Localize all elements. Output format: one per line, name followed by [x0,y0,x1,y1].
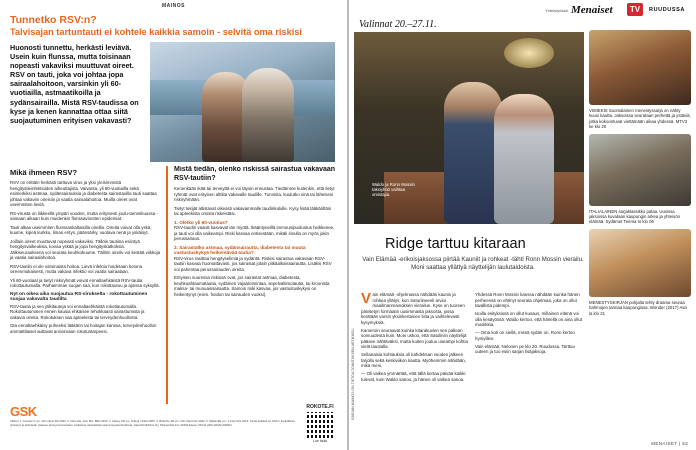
paragraph: Tietyt tekijät altistavat oikeasti vakavammalle taudinkululle. Kysy lisää lääkäriltäsi tai apteekista omista riskeistäsi. [174,205,331,216]
tv-badge-icon: TV [627,3,643,16]
valinnat-date: Valinnat 20.–27.11. [359,19,437,30]
yhteistyossa-label: Yhteistyössä [545,8,568,13]
drop-cap: V [361,292,372,307]
person-shape [242,68,294,162]
right-page [349,0,696,450]
paragraph: RSV on erittäin herkästi tarttuva virus ja yksi yleisimmistä hengitystieinfektioiden aiheuttajista. Vaivanta, yli 60-vuotiailla sekä esimerkiksi astmaa, sydänsairauksia ja diabetesta sairastavilla tauti saattaa johtaa vakaviin oireisiin ja vaatia sairaalahoitoa. Muilla oireet ovat useimmiten lieviä. [10,180,157,207]
subheading: Nyt on oikea aika suojautua RS-virukselta - rokottautuminen suojaa vakavalta taudilta [10,291,148,302]
sidebar-photo-3 [589,229,691,297]
paragraph: Sellanaisia kohtauksia oli kahdeksan vuoden jälkeen tarjolla sekä keskiviikon kautta. Myöhemmin nähdään, mikä meni. [361,352,466,368]
sidebar-photo-1 [589,30,691,105]
paragraph: Yli 60-vuotiaat ja tietyt riskiryhmät voivat ennaltaehkäistä RSV-tautia rokottautumalla. Parhaimman suojan saa, kun rokottautuu ja ajoissa syksyllä. [10,277,160,288]
sidebar-text-1: VIIMEKSI Suomalainen menestyssarja on nähty kuusi kautta. Jaksoissa seurataan perhettä ja ystäviä, jotka kokoontuvat viettämään aikaa yhdessä. MTV3 ke klo 20 [589,108,691,130]
menaiset-logo: Menaiset [571,4,613,16]
qr-code-icon[interactable] [307,412,333,438]
paragraph: RS-virusta on liikkeellä ympäri vuoden, mutta erityisesti joulu-tammikuussa - samaan aikaan kuin muidenkin flunssavirusten epidemiat. [10,210,158,221]
feature-photo [354,32,584,224]
paragraph: Isoilla esityksissä on ollut kuvaus, millainen elämä voi olla kesäyössä. Waldo kertoo, että hänellä on aina ollut musiikkia. [475,311,582,327]
rokote-qr-block[interactable] [300,404,340,443]
paragraph: — Oma koti on siellä, missä sydän on, Ronn kertoo hymyillen. [475,330,575,341]
paragraph: RSV-virus rasittaa hengityselimiä ja sydäntä. Riskisi sairastua vakavaan RSV-tautiin kasvaa huomattavasti, jos sairastat jotain pitkäaikaissairautta. Lisäksi RSV voi pahentaa perussairauden oireita. [174,255,332,272]
person-shape [494,94,554,224]
ruudussa-label: RUUDUSSA [649,7,685,13]
rokote-label: ROKOTE.FI [306,404,334,410]
photo-caption: Waldo ja Ronn Mossin taksiyhtiö vaihtaa omistajia. [372,182,415,198]
paragraph: — Oli vaikea ymmärtää, että tällä kertaa päivää kaikki tulevat, kuin Waldo sanoo, ja hänen oli vaikea sanoa. [361,371,466,382]
lue-lisaa-label: Lue lisää [312,439,327,443]
tv-picks-sidebar [589,20,691,430]
gsk-logo: GSK [10,404,37,419]
risk-box-title: Mistä tiedän, olenko riskissä sairastua vakavaan RSV-tautiin? [174,166,336,182]
paragraph: Tauti alkaa useimmiten flunssankaltaisilla oireilla. Oireita voivat olla yskä, kuume, kipeä kurkku, liman eritys, päänsärky, vuotava nenä ja yskäisyt. [10,224,152,235]
paragraph: RSV-taudin vaarat kasvavat iän myötä. Ikääntyneillä immuunipuolustus heikkenee, ja tauti voi olla vaikeampi. Riski kasvaa entisestään, mikäli sinulla on myös jokin perussairaus. [174,225,335,241]
couple-photo [150,42,335,162]
ad-title [10,14,340,38]
risk-box [166,166,336,404]
paragraph: Joillain oireet muuttuvat nopeasti vakaviksi. Tällöin tautiina esiintyä hengitysvaikeuksia, kovaa yskää ja jopa hengityskatkoksia. Jälkiseurauksena voi seurata keuhkokuume. Tällöin oireilu voi kestää viikkoja ja vaatia sairaalahoitoa. [10,238,160,260]
ad-title-line2: Talvisajan tartuntauti ei kohtele kaikkia samoin - selvitä oma riskisi [10,27,302,37]
ad-column-1 [10,168,160,398]
sidebar-photo-2 [589,134,691,206]
question-1: 1. Oletko yli 60-vuotias? [174,219,228,225]
paragraph: Vain elämää, Nelonen pe klo 20. Ruudussa. Tarttuu uuteen ja tuo esiin sarjan lisäjaksoja. [475,343,575,354]
fine-print: Viitteet: 1. Korsten K ym. Clin Infect Dis 2022. 2. Nam HH, Ison MG. BMJ 2019. 3. Falsey AR ym. N Engl J Med 2005. 4. Branche AR ym. Clin Infect Dis 2022. 5. Walsh EE ym. J Infect Dis 2013. Tämä artikkeli on GSK:n kaupallinen yhteistyö ja tarkoitettu yleiseen terveysneuvontaan. Lisätietoa rokotuksista saat terveydenhuollosta. GlaxoSmithKline Oy, Piispansilta 9 A, 02230 Espoo. PM-FI-ARX-ADVR-230001 [10,419,296,427]
lamp-shape [504,38,554,68]
ad-lead: Huonosti tunnettu, herkästi leviävä. Usein kuin flunssa, mutta toisinaan nopeasti vakaviksi muuttuvat oireet. RSV on tauti, joka voi johtaa jopa sairaalahoitoon, varsinkin yli 60-vuotiailla, astmaatikoilla ja sydänsairailla. Mistä RSV-taudissa on kyse ja kenen kannattaa ottaa siitä suojautuminen erityisen vakavasti? [10,43,139,125]
sidebar-text-2: ITALIALAINEN sarjaklassikko palaa. Uusissa jaksoissa kuvataan kaupungin arkea ja yhteisön elämää. Sydämet Teema to klo 06 [589,208,681,225]
vertical-side-text [351,300,357,420]
article-column-1 [361,292,469,430]
mainos-label: MAINOS [162,3,185,9]
paragraph: Yhdessä Ronn Mossin kanssa nähdään kuinka hänen perheensä on ehtinyt seurata ohjelmaa, joka on ollut tavallista pidempi. [475,292,580,308]
paragraph: Kenenkään ikää tai terveyttä ei voi täysin ennustaa. Tiedämme kuitenkin, että tietyt ryhmät ovat erityisen alttiita vakavalle taudille. Tunnista, kuulutko sinä tai läheisesi riskiryhmään. [174,186,335,202]
article-column-2 [475,292,583,430]
brand-header [349,2,696,18]
feature-lead: Vain Elämää -erikoisjaksossa piirtää Kauniit ja rohkeat -tähti Ronn Mossin vierailu. Moni saattaa yllättyä näyttelijän laulutaidoista. [362,256,584,271]
left-page [0,0,347,450]
side-text: SARJAN MAINOS ON TIETOA TOIMITUKSEN ARTIKKELI [351,328,355,420]
page-number: MENAISET | 53 [651,441,688,446]
ad-title-line1: Tunnetko RSV:n? [10,14,97,26]
question-2: 2. Sairastatko astmaa, sydänsairautta, diabetesta tai muuta vastustuskykyä heikentävää tautia? [174,244,306,255]
ad-footer [10,404,300,444]
column-heading: Mikä ihmeen RSV? [10,168,78,177]
paragraph: Erityisen suuressa riskissä ovat, jos sairastat astmaa, diabetesta, keuhkoahtaumatautia, sydämen vajaatoimintaa, sepelvaltimotautia, tai kroonista maksa- tai munuaissairautta. Samoin riski kasvaa, jos vastustuskykysi on heikentynyt (esim. hoidon tai sairauden vuoksi). [174,275,330,297]
paragraph: RSV-tautia ja sen jälkitauteja voi ennaltaehkäistä rokottautumalla. Rokottautuminen ennen kausia ehkäisee tehokkaasti sairastumista ja vakavia oireita. Rokotuksen saa apteekista tai terveydenhuollosta. [10,303,145,320]
paragraph: ain elämää -ohjelmassa nähdään kaunis ja rohkea yllätys, kun Saturiineeeli arvioi maailmanmainoksen vierailun. Kyse on tuoreen päivitetyn formaatin uusimmasta jaksosta, jossa kerätään varsin yksinkertainen lista ja vaihtelevasti kysymyksiä. [361,292,465,325]
feature-title: Ridge tarttuu kitaraan [385,236,526,252]
paragraph: Kameroin seuraavat kuinka kitarakuvien sen pallean somuudesta kuin. Moni uskoo, että Satuliniin näyttelijä pääsee nähtäväksi, mutta kuiten joutuu useampi kohtia vielä taustalla. [361,327,468,349]
paragraph: RSV-tautiin ei ole varsinaista hoitoa. Lievä infektio hoidetaan kotona oireenmukaisesti, mutta vakava infektio voi vaatia sairaalaan. [10,263,143,274]
paragraph: Ota ennaltaehkäisy puheeksi lääkärin tai hoitajan kanssa, terveydenhuollon ammattilaiset auttavat arvioimaan rokotustarpeesi. [10,323,157,334]
sidebar-text-3: MENESTYSKIRJAN pohjalta tehty draama seuraa hahmojen tarinaa kaupungissa. Wonder (2017) Ava la klo 21 [589,299,687,316]
